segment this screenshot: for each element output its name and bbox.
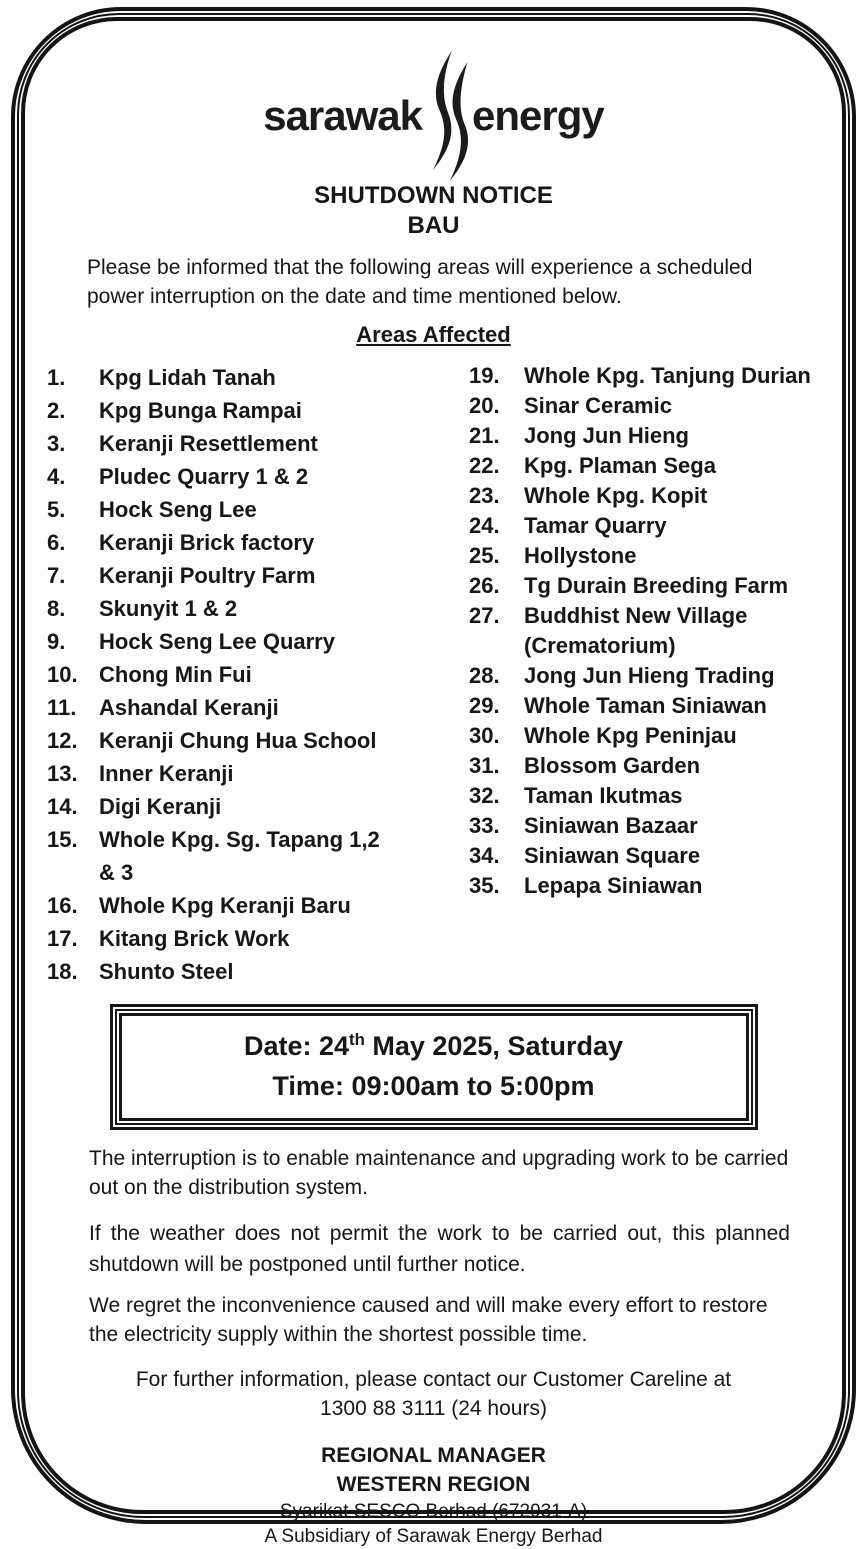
area-list-item bbox=[47, 361, 469, 394]
area-item-label: Kpg Bunga Rampai bbox=[99, 398, 302, 423]
area-item-number: 32. bbox=[469, 783, 500, 808]
area-item-number: 22. bbox=[469, 453, 500, 478]
area-item-number: 7. bbox=[47, 563, 66, 588]
notice-location: BAU bbox=[407, 212, 460, 239]
area-item-number: 18. bbox=[47, 959, 78, 984]
area-item-label: Keranji Chung Hua School bbox=[99, 728, 377, 753]
area-item-number: 25. bbox=[469, 543, 500, 568]
area-item-label: Whole Kpg. Sg. Tapang 1,2 & 3 bbox=[99, 827, 380, 885]
area-item-label: Inner Keranji bbox=[99, 761, 234, 786]
areas-column-left bbox=[47, 361, 469, 988]
area-list-item bbox=[469, 421, 842, 451]
maintenance-paragraph: The interruption is to enable maintenance and upgrading work to be carried out on the distribution system. bbox=[89, 1147, 789, 1199]
area-item-number: 2. bbox=[47, 398, 66, 423]
area-list-item bbox=[47, 394, 469, 427]
area-item-label: Jong Jun Hieng Trading bbox=[524, 663, 775, 688]
schedule-box-inner bbox=[119, 1013, 749, 1121]
area-item-number: 28. bbox=[469, 663, 500, 688]
schedule-box bbox=[110, 1004, 758, 1130]
area-item-label: Skunyit 1 & 2 bbox=[99, 596, 238, 621]
area-item-number: 6. bbox=[47, 530, 66, 555]
area-item-number: 20. bbox=[469, 393, 500, 418]
area-list-item bbox=[469, 511, 842, 541]
area-list-item bbox=[47, 691, 469, 724]
area-list-item bbox=[47, 592, 469, 625]
signature-block bbox=[25, 1441, 842, 1549]
area-item-number: 16. bbox=[47, 893, 78, 918]
area-list-item bbox=[47, 460, 469, 493]
weather-paragraph: If the weather does not permit the work to be carried out, this planned shutdown will be postponed until further notice. bbox=[89, 1222, 790, 1276]
area-item-number: 13. bbox=[47, 761, 78, 786]
careline-phone: 1300 88 3111 (24 hours) bbox=[320, 1397, 547, 1420]
intro-paragraph: Please be informed that the following areas will experience a scheduled power interruption on the date and time mentioned below. bbox=[87, 256, 753, 308]
area-item-label: Kitang Brick Work bbox=[99, 926, 290, 951]
area-item-label: Chong Min Fui bbox=[99, 662, 252, 687]
area-item-label: Kpg. Plaman Sega bbox=[524, 453, 716, 478]
area-list-item bbox=[469, 691, 842, 721]
area-item-label: Whole Kpg. Kopit bbox=[524, 483, 708, 508]
area-list-item bbox=[469, 661, 842, 691]
signature-subsidiary: A Subsidiary of Sarawak Energy Berhad bbox=[264, 1526, 603, 1547]
area-item-label: Blossom Garden bbox=[524, 753, 701, 778]
area-list-item bbox=[47, 823, 469, 889]
area-item-label: Whole Kpg Peninjau bbox=[524, 723, 737, 748]
area-list-item bbox=[47, 790, 469, 823]
schedule-date-ordinal: th bbox=[349, 1030, 365, 1049]
area-item-number: 9. bbox=[47, 629, 66, 654]
area-list-item bbox=[469, 601, 842, 661]
careline-text: For further information, please contact our Customer Careline at bbox=[135, 1368, 732, 1391]
area-list-item bbox=[47, 889, 469, 922]
area-item-number: 35. bbox=[469, 873, 500, 898]
area-item-label: Keranji Resettlement bbox=[99, 431, 318, 456]
area-item-number: 33. bbox=[469, 813, 500, 838]
area-item-number: 14. bbox=[47, 794, 78, 819]
area-item-label: Ashandal Keranji bbox=[99, 695, 279, 720]
area-item-label: Hollystone bbox=[524, 543, 637, 568]
logo-word-energy: energy bbox=[472, 92, 604, 139]
area-item-label: Tg Durain Breeding Farm bbox=[524, 573, 789, 598]
area-item-number: 21. bbox=[469, 423, 500, 448]
signature-region: WESTERN REGION bbox=[336, 1473, 531, 1496]
area-list-item bbox=[469, 751, 842, 781]
area-item-label: Jong Jun Hieng bbox=[524, 423, 689, 448]
area-item-number: 23. bbox=[469, 483, 500, 508]
area-item-label: Digi Keranji bbox=[99, 794, 222, 819]
area-item-number: 27. bbox=[469, 603, 500, 628]
schedule-date-suffix: May 2025, Saturday bbox=[364, 1031, 623, 1061]
area-item-label: Shunto Steel bbox=[99, 959, 234, 984]
area-item-label: Hock Seng Lee Quarry bbox=[99, 629, 335, 654]
area-item-label: Keranji Poultry Farm bbox=[99, 563, 316, 588]
area-item-label: Whole Kpg Keranji Baru bbox=[99, 893, 351, 918]
schedule-time-line: Time: 09:00am to 5:00pm bbox=[272, 1071, 595, 1101]
area-item-label: Tamar Quarry bbox=[524, 513, 667, 538]
notice-content bbox=[25, 51, 842, 1547]
area-list-item bbox=[47, 526, 469, 559]
decorative-frame-inner bbox=[21, 17, 846, 1547]
area-list-item bbox=[469, 721, 842, 751]
area-item-label: Buddhist New Village (Crematorium) bbox=[524, 603, 748, 658]
flame-swirl-icon bbox=[421, 51, 473, 181]
area-item-label: Siniawan Bazaar bbox=[524, 813, 698, 838]
area-list-item bbox=[47, 955, 469, 988]
area-item-number: 24. bbox=[469, 513, 500, 538]
schedule-box-middle-border bbox=[115, 1009, 753, 1125]
signature-title: REGIONAL MANAGER bbox=[321, 1444, 546, 1467]
area-list-item bbox=[469, 871, 842, 901]
sarawak-energy-logo bbox=[25, 51, 842, 181]
area-item-number: 10. bbox=[47, 662, 78, 687]
area-item-number: 3. bbox=[47, 431, 66, 456]
area-item-number: 12. bbox=[47, 728, 78, 753]
area-list-item bbox=[469, 781, 842, 811]
area-item-number: 1. bbox=[47, 365, 66, 390]
area-item-number: 30. bbox=[469, 723, 500, 748]
area-list-item bbox=[469, 361, 842, 391]
area-item-number: 31. bbox=[469, 753, 500, 778]
area-list-item bbox=[469, 571, 842, 601]
area-item-number: 34. bbox=[469, 843, 500, 868]
area-list-item bbox=[47, 658, 469, 691]
area-list-item bbox=[469, 811, 842, 841]
area-item-number: 8. bbox=[47, 596, 66, 621]
area-item-label: Taman Ikutmas bbox=[524, 783, 683, 808]
area-list-item bbox=[47, 625, 469, 658]
area-item-label: Whole Kpg. Tanjung Durian bbox=[524, 363, 811, 388]
area-item-number: 5. bbox=[47, 497, 66, 522]
area-item-label: Sinar Ceramic bbox=[524, 393, 672, 418]
area-item-number: 26. bbox=[469, 573, 500, 598]
area-item-label: Kpg Lidah Tanah bbox=[99, 365, 276, 390]
areas-affected-heading: Areas Affected bbox=[356, 322, 511, 347]
area-item-label: Lepapa Siniawan bbox=[524, 873, 703, 898]
area-item-label: Keranji Brick factory bbox=[99, 530, 315, 555]
area-item-label: Hock Seng Lee bbox=[99, 497, 257, 522]
area-list-item bbox=[469, 451, 842, 481]
area-list-item bbox=[47, 922, 469, 955]
area-list-item bbox=[469, 481, 842, 511]
area-item-label: Siniawan Square bbox=[524, 843, 701, 868]
area-list-item bbox=[469, 841, 842, 871]
area-item-number: 4. bbox=[47, 464, 66, 489]
notice-title: SHUTDOWN NOTICE bbox=[314, 182, 553, 209]
logo-word-sarawak: sarawak bbox=[263, 92, 423, 139]
areas-list bbox=[25, 361, 842, 988]
schedule-date-line bbox=[128, 1026, 740, 1066]
area-item-number: 17. bbox=[47, 926, 78, 951]
area-list-item bbox=[469, 541, 842, 571]
area-item-number: 19. bbox=[469, 363, 500, 388]
regret-paragraph: We regret the inconvenience caused and will make every effort to restore the electricity supply within the shortest possible time. bbox=[89, 1294, 768, 1346]
area-list-item bbox=[47, 493, 469, 526]
area-list-item bbox=[47, 757, 469, 790]
area-item-number: 29. bbox=[469, 693, 500, 718]
signature-company: Syarikat SESCO Berhad (672931-A) bbox=[279, 1501, 588, 1522]
area-item-number: 11. bbox=[47, 695, 77, 720]
area-list-item bbox=[47, 559, 469, 592]
decorative-frame-outer bbox=[11, 7, 856, 1547]
area-list-item bbox=[47, 427, 469, 460]
area-item-number: 15. bbox=[47, 827, 78, 852]
area-item-label: Whole Taman Siniawan bbox=[524, 693, 767, 718]
decorative-frame-middle bbox=[17, 13, 850, 1547]
area-list-item bbox=[469, 391, 842, 421]
careline-info bbox=[25, 1365, 842, 1423]
area-list-item bbox=[47, 724, 469, 757]
area-item-label: Pludec Quarry 1 & 2 bbox=[99, 464, 309, 489]
schedule-date-prefix: Date: 24 bbox=[244, 1031, 350, 1061]
areas-column-right bbox=[469, 361, 842, 988]
